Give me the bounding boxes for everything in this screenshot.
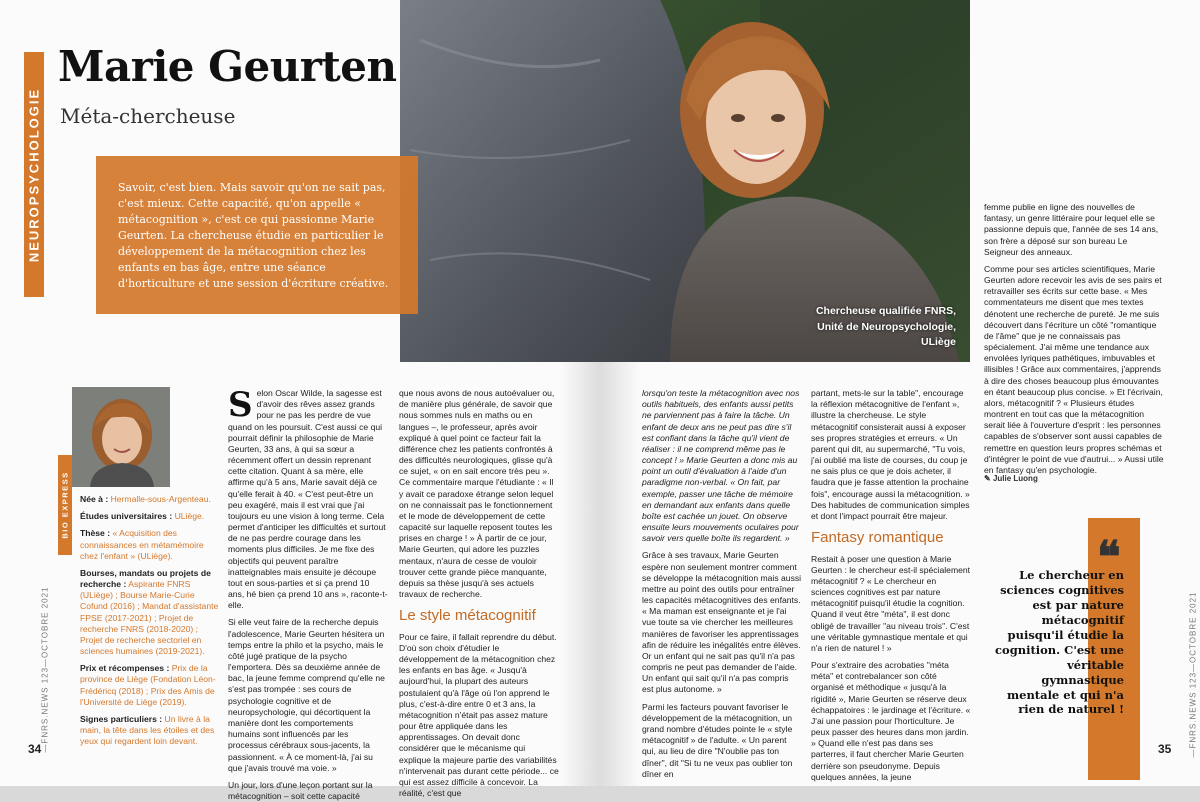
rubric-label: NEUROPSYCHOLOGIE (26, 87, 42, 263)
bio-express (80, 494, 220, 753)
bio-key: Signes particuliers : (80, 713, 163, 724)
bio-value: « Acquisition des connaissances en métamémoire chez l'enfant » (ULiège). (80, 528, 204, 561)
footer-issue: —FNRS.NEWS 123—OCTOBRE 2021 (40, 586, 50, 753)
caption-line: ULiège (920, 335, 956, 348)
paragraph: partant, mets-le sur la table", encourage la réflexion métacognitive de l'enfant », illustre la chercheuse. Le style métacognitif consisterait aussi à exposer ses propres stratégies et erreurs. « Un parent qui dit, au supermarché, "Tu vois, j'ai oublié ma liste de courses, du coup je ne sais plus ce que je dois acheter, il faudra que je fasse attention la prochaine fois", encourage aussi la métacognition. » Des habitudes de communication simples et dont l'impact pourrait être majeur. (811, 388, 970, 521)
hero-photo (400, 0, 970, 362)
intro-box (96, 156, 418, 314)
page-number: 34 (28, 742, 42, 756)
author-name: Julie Luong (992, 474, 1038, 483)
paragraph: Parmi les facteurs pouvant favoriser le développement de la métacognition, un grand nombre d'études pointe le « style métacognitif » de l'adulte. « Un parent qui, au lieu de dire "N'oublie pas ton dîner", dit "Si tu ne veux pas oublier ton dîner en (642, 701, 793, 779)
paragraph: Grâce à ses travaux, Marie Geurten espère non seulement montrer comment se développe la métacognition mais aussi mettre au point des outils pour entraîner les capacités métacognitives des enfants. « Ma maman est enseignante et je l'ai vue toute sa vie chercher les meilleures manières de favoriser les apprentissages afin de réduire les inégalités entre élèves. Or un enfant qui ne sait pas qu'il n'a pas compris ne peut pas demander de l'aide. Un enfant qui sait qu'il n'a pas compris est plus autonome. » (642, 550, 802, 695)
bio-key: Études universitaires : (80, 511, 173, 522)
drop-cap: S (228, 385, 253, 425)
caption-line: Chercheuse qualifiée FNRS, (815, 305, 956, 318)
bio-value: Un livre à la main, la tête dans les étoiles et des yeux qui regardent loin devant. (80, 713, 215, 747)
bio-studies (80, 511, 220, 522)
bio-grants (80, 568, 220, 657)
bio-key: Thèse : (80, 528, 111, 539)
page-number: 35 (1158, 742, 1172, 756)
article-title: Marie Geurten (58, 42, 397, 91)
bio-value: Aspirante FNRS (ULiège) ; Bourse Marie-Curie Cofund (2016) ; Mandat d'assistante FPSE (2017-2021) ; Projet de recherche FNRS (2018-2020) ; Projet de recherche sectoriel en sciences humaines (2019-2021). (80, 579, 219, 657)
bio-signs (80, 714, 220, 748)
bio-express-label: BIO EXPRESS (60, 471, 70, 539)
caption-line: Unité de Neuropsychologie, (817, 320, 956, 333)
paragraph: que nous avons de nous autoévaluer ou, de manière plus générale, de savoir que nous sommes nuls en maths ou en langues –, le professeur, après avoir expliqué à quel point ce facteur fait la différence chez les patients confrontés à des difficultés neurologiques, glisse qu'à ce sujet, « on en sait encore très peu ». Ce commentaire marque l'étudiante : « Il y avait ce paradoxe étrange selon lequel on ne connaissait pas le fonctionnement et le mode de développement de cette capacité sur laquelle reposent toutes les prises en charge ! » À partir de ce jour, Marie Geurten, qui adore les puzzles mentaux, n'aura de cesse de vouloir trouver cette grande pièce manquante, depuis sa thèse jusqu'à ses actuels travaux de recherche. (399, 388, 555, 600)
author-signature: ✎ Julie Luong (984, 474, 1038, 483)
paragraph: Comme pour ses articles scientifiques, Marie Geurten adore recevoir les avis de ses pairs et retravailler ses écrits sur cette base. « Mes commentateurs me disent que mes textes dénotent une recherche de pureté. Je me suis découvert dans l'écriture un côté "romantique de l'âme" que je ne connaissais pas spécialement. J'ai même une tendance aux envolées lyriques pathétiques, imbuvables et illisibles ! Grâce aux commentaires, j'apprends à dire des choses beaucoup plus émouvantes en étant beaucoup plus concise. » Et l'écrivain, alors, métacognitif ? « Plusieurs études montrent en tout cas que la métacognition serait liée à l'ouverture d'esprit : les personnes capables de s'observer sont aussi capables de remettre en question leurs propres schémas et d'intégrer le point de vue d'autrui... » Aussi utile en fantasy qu'en psychologie. (984, 263, 1164, 475)
bio-value: Prix de la province de Liège (Fondation Léon-Frédéricq (2018) ; Prix des Amis de l'Université de Liège (2019). (80, 663, 216, 707)
section-heading: Le style métacognitif (399, 607, 536, 625)
paragraph: femme publie en ligne des nouvelles de fantasy, un genre littéraire pour lequel elle se passionne depuis que, l'année de ses 14 ans, son frère a déposé sur son bureau Le Seigneur des anneaux. (984, 202, 1159, 257)
bio-key: Née à : (80, 494, 109, 504)
bio-awards (80, 663, 220, 708)
paragraph: Si elle veut faire de la recherche depuis l'adolescence, Marie Geurten hésitera un temps entre la philo et la psycho, mais le côté jugé pratique de la psycho l'emportera. Dès sa deuxième année de bac, la jeune femme comprend qu'elle ne s'est pas trompée : ses cours de psychologie cognitive et de neuropsychologie, qui décortiquent la manière dont les comportements humains sont influencés par les processus cérébraux sous-jacents, la passionnent. « À ce moment-là, j'ai su que j'avais trouvé ma voie. » (228, 617, 385, 773)
section-heading: Fantasy romantique (811, 529, 944, 547)
bio-value: ULiège. (172, 511, 205, 522)
paragraph: Restait à poser une question à Marie Geurten : le chercheur est-il spécialement métacognitif ? « Le chercheur en sciences cognitives est par nature métacognitif puisqu'il étudie la cognition. Quand il veut être "méta", il est donc obligé de travailler "au niveau trois". C'est une véritable gymnastique mentale et qui n'a rien de naturel ! » (811, 553, 971, 653)
text-column-1 (228, 385, 388, 802)
portrait-photo (72, 387, 170, 487)
intro-text: Savoir, c'est bien. Mais savoir qu'on ne sait pas, c'est mieux. Cette capacité, qu'on appelle « métacognition », c'est ce qui passionne Marie Geurten. La chercheuse étudie en particulier le développement de la métacognition chez les enfants en bas âge, entre une séance d'horticulture et une session d'écriture créative. (118, 181, 389, 290)
bio-birthplace (80, 494, 220, 505)
bio-thesis (80, 528, 220, 562)
footer-issue: —FNRS.NEWS 123—OCTOBRE 2021 (1188, 591, 1198, 758)
paragraph: lorsqu'on teste la métacognition avec nos outils habituels, des enfants aussi petits ne parviennent pas à faire la tâche. Un enfant de deux ans ne peut pas dire s'il est confiant dans la tâche qu'il vient de réaliser : il ne comprend même pas le concept ! » Marie Geurten a donc mis au point un outil d'évaluation à l'aide d'un paradigme non-verbal. « On fait, par exemple, passer une tâche de mémoire en demandant aux enfants dans quelle boîte est cachée un jouet. On observe ensuite leurs mouvements oculaires pour savoir vers quelle boîte ils regardent. » (642, 388, 800, 544)
paragraph: Un jour, lors d'une leçon portant sur la métacognition – soit cette capacité (228, 779, 373, 802)
bio-key: Prix et récompenses : (80, 663, 170, 674)
text-column-4 (811, 388, 971, 782)
paragraph: Pour s'extraire des acrobaties "méta méta" et contrebalancer son côté organisé et méthodique « jusqu'à la rigidité », Marie Geurten se réserve deux échappatoires : le jardinage et l'écriture. « J'ai une passion pour l'horticulture. Je peux passer des heures dans mon jardin. » Quand elle n'est pas dans ses parterres, il faut chercher Marie Geurten derrière son pseudonyme. Depuis quelques années, la jeune (811, 660, 971, 782)
text-column-5 (984, 202, 1164, 475)
paragraph: elon Oscar Wilde, la sagesse est d'avoir des rêves assez grands pour ne pas les perdre de vue quand on les poursuit. C'est aussi ce qui pourrait définir la philosophie de Marie Geurten, 33 ans, à qui sa sœur a récemment offert un dessin reprenant cette citation. Quant à sa mère, elle affirme qu'à 5 ans, Marie savait déjà ce qu'elle ferait à 40. « C'est peut-être un peu exagéré, mais il est vrai que j'ai toujours eu une vision à long terme. Cela permet d'anticiper les difficultés et surtout de ne pas perdre courage dans les moments plus difficiles. Je me fixe des objectifs qui peuvent paraître inatteignables mais ensuite je découpe tout en sous-parties et si ça prend 10 ans, hé bien ça prend 10 ans », raconte-t-elle. (228, 388, 388, 611)
paragraph: Pour ce faire, il fallait reprendre du début. D'où son choix d'étudier le développement de la métacognition chez les enfants en bas âge. « Jusqu'à aujourd'hui, la plupart des auteurs postulaient qu'à l'âge où l'on apprend le plus, c'est-à-dire entre 0 et 3 ans, la métacognition n'était pas assez mature pour être appliquée dans les apprentissages. On devait donc considérer que le mécanisme qui explique la majeure partie des variabilités n'intervenait pas durant cette période... ce qui est assez difficile à concevoir. La réalité, c'est que (399, 631, 559, 799)
text-column-3 (642, 388, 802, 779)
bio-value: Hermalle-sous-Argenteau. (108, 494, 211, 504)
photo-caption (816, 304, 956, 350)
pull-quote: Le chercheur en sciences cognitives est par nature métacognitif puisqu'il étudie la cognition. C'est une véritable gymnastique mentale et qui n'a rien de naturel ! (995, 568, 1124, 717)
quote-mark-icon: ❝ (1097, 532, 1121, 583)
text-column-2 (399, 388, 559, 799)
bio-key: Bourses, mandats ou projets de recherche : (80, 567, 211, 590)
article-subtitle: Méta-chercheuse (60, 104, 236, 128)
